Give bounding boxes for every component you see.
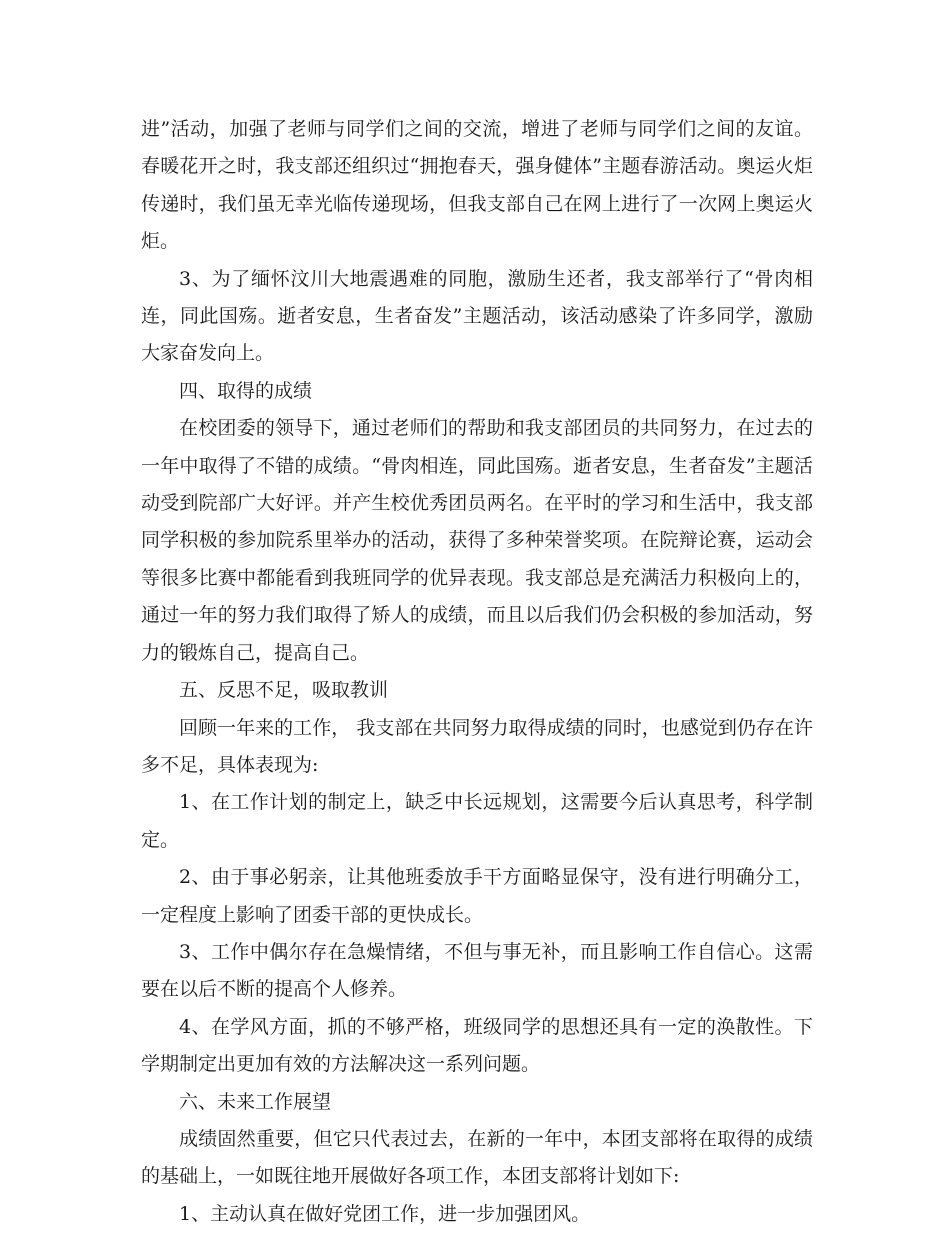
section-heading-achievements: 四、取得的成绩 <box>179 379 313 402</box>
list-item-shortcoming-1: 1、在工作计划的制定上，缺乏中长远规划，这需要今后认真思考，科学制定。 <box>141 791 813 851</box>
paragraph-memorial-activity: 3、为了缅怀汶川大地震遇难的同胞，激励生还者，我支部举行了“骨肉相连，同此国殇。逝者安息，生者奋发”主题活动，该活动感染了许多同学，激励大家奋发向上。 <box>141 267 813 365</box>
paragraph-achievements: 在校团委的领导下，通过老师们的帮助和我支部团员的共同努力，在过去的一年中取得了不错的成绩。“骨肉相连，同此国殇。逝者安息，生者奋发”主题活动受到院部广大好评。并产生校优秀团员两名。在平时的学习和生活中，我支部同学积极的参加院系里举办的活动，获得了多种荣誉奖项。在院辩论赛，运动会等很多比赛中都能看到我班同学的优异表现。我支部总是充满活力积极向上的，通过一年的努力我们取得了矫人的成绩，而且以后我们仍会积极的参加活动，努力的锻炼自己，提高自己。 <box>141 417 813 664</box>
section-heading-outlook: 六、未来工作展望 <box>179 1090 332 1113</box>
paragraph-activities-continued: 进”活动，加强了老师与同学们之间的交流，增进了老师与同学们之间的友谊。春暖花开之时，我支部还组织过“拥抱春天，强身健体”主题春游活动。奥运火炬传递时，我们虽无幸光临传递现场，但我支部自己在网上进行了一次网上奥运火炬。 <box>141 118 813 253</box>
paragraph-outlook-intro: 成绩固然重要，但它只代表过去，在新的一年中，本团支部将在取得的成绩的基础上，一如既往地开展做好各项工作，本团支部将计划如下: <box>141 1127 813 1188</box>
section-heading-reflection: 五、反思不足，吸取教训 <box>179 679 389 702</box>
paragraph-reflection-intro: 回顾一年来的工作， 我支部在共同努力取得成绩的同时，也感觉到仍存在许多不足，具体表现为: <box>141 716 813 776</box>
list-item-shortcoming-3: 3、工作中偶尔存在急燥情绪，不但与事无补，而且影响工作自信心。这需要在以后不断的提高个人修养。 <box>141 940 813 1001</box>
document-body <box>141 111 813 1233</box>
list-item-shortcoming-4: 4、在学风方面，抓的不够严格，班级同学的思想还具有一定的涣散性。下学期制定出更加有效的方法解决这一系列问题。 <box>141 1015 813 1076</box>
list-item-plan-1: 1、主动认真在做好党团工作，进一步加强团风。 <box>179 1202 591 1225</box>
list-item-shortcoming-2: 2、由于事必躬亲，让其他班委放手干方面略显保守，没有进行明确分工，一定程度上影响了团委干部的更快成长。 <box>141 866 813 926</box>
